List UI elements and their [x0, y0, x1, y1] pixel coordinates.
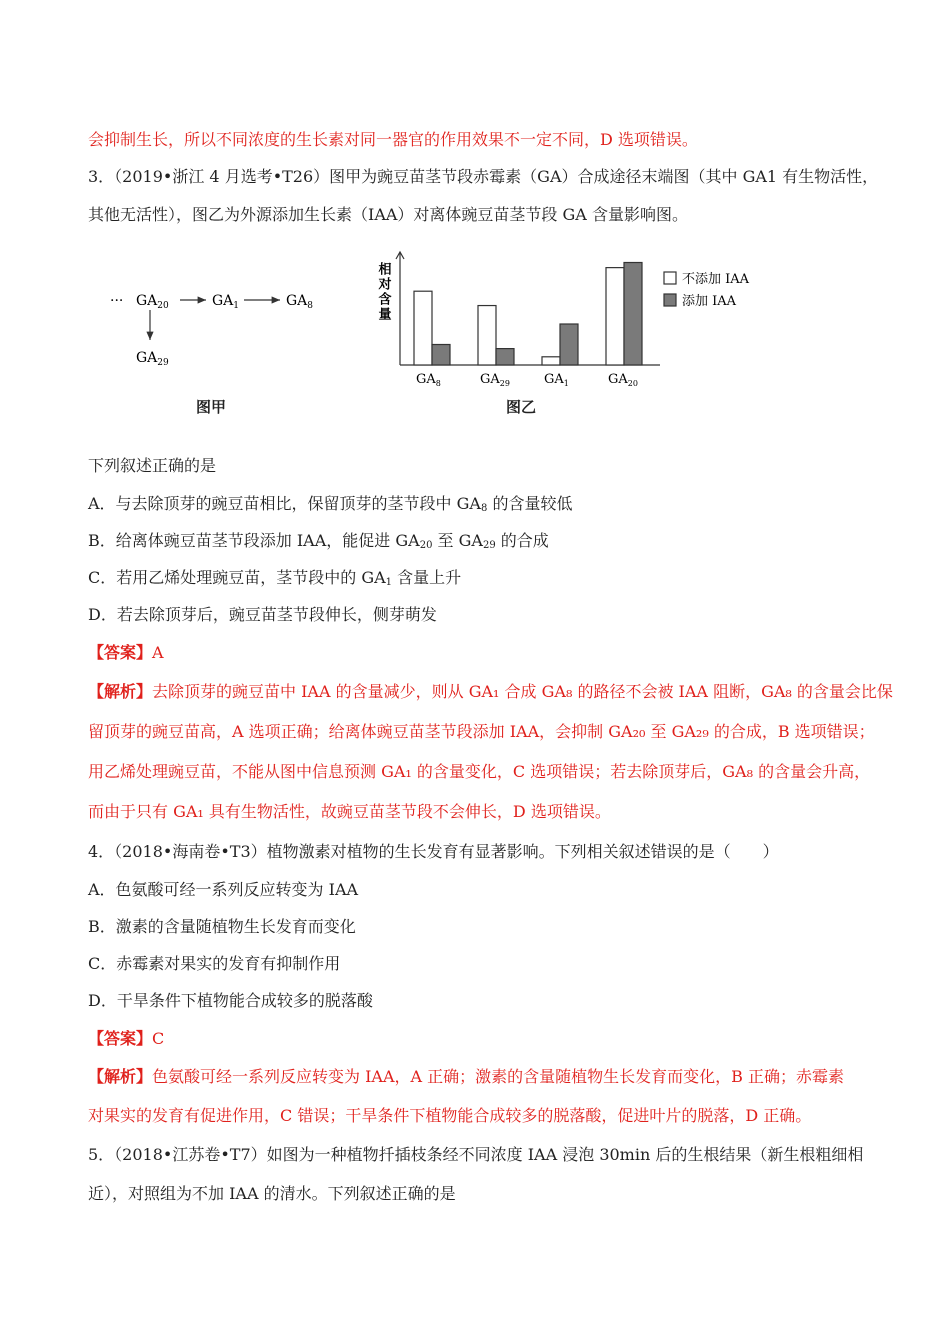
option-3a: A．与去除顶芽的豌豆苗相比，保留顶芽的茎节段中 $GA_8$ 的含量较低 [88, 494, 573, 514]
bar-GA8-iaa [432, 345, 450, 366]
bar-GA29-iaa [496, 349, 514, 365]
analysis-3-line-3: 用乙烯处理豌豆苗，不能从图中信息预测 GA₁ 的含量变化，C 选项错误；若去除顶芽后，GA₈ 的含量会升高， [88, 762, 871, 781]
option-3c: C．若用乙烯处理豌豆苗，茎节段中的 $GA_1$ 含量上升 [88, 568, 462, 588]
figure-ga [100, 248, 780, 418]
analysis-3-line-2: 留顶芽的豌豆苗高，A 选项正确；给离体豌豆苗茎节段添加 IAA，会抑制 GA₂₀ 至 GA₂₉ 的合成，B 选项错误； [88, 722, 875, 741]
legend-swatch-1 [664, 294, 676, 306]
bar-GA1-iaa [560, 324, 578, 365]
bar-GA20-no-iaa [606, 268, 624, 365]
node-ga20: $GA_{20}$ [136, 293, 169, 311]
question-4-stem: 4．（2018•海南卷•T3）植物激素对植物的生长发育有显著影响。下列相关叙述错误的是（ ） [88, 842, 779, 861]
option-3b: B．给离体豌豆苗茎节段添加 IAA，能促进 $GA_{20}$ 至 $GA_{29}$ 的合成 [88, 531, 549, 551]
legend-label-0: 不添加 IAA [682, 272, 750, 287]
answer-3: 【答案】A [88, 643, 164, 662]
node-ga8: $GA_8$ [286, 293, 314, 311]
node-ga29: $GA_{29}$ [136, 350, 169, 368]
analysis-3-line-1: 【解析】去除顶芽的豌豆苗中 IAA 的含量减少，则从 GA₁ 合成 GA₈ 的路径不会被 IAA 阻断，GA₈ 的含量会比保 [88, 682, 893, 701]
bar-GA1-no-iaa [542, 357, 560, 365]
answer-4: 【答案】C [88, 1029, 165, 1048]
bar-GA29-no-iaa [478, 306, 496, 365]
pathway-start: ··· [110, 293, 124, 309]
legend-label-1: 添加 IAA [682, 294, 737, 309]
figure-a-label: 图甲 [196, 398, 227, 416]
option-4d: D．干旱条件下植物能合成较多的脱落酸 [88, 991, 373, 1010]
figure-b-label: 图乙 [506, 398, 537, 416]
x-tick-label-GA1: $GA_1$ [544, 372, 569, 388]
x-tick-label-GA8: $GA_8$ [416, 372, 441, 388]
option-4a: A．色氨酸可经一系列反应转变为 IAA [88, 880, 359, 899]
option-3d: D．若去除顶芽后，豌豆苗茎节段伸长，侧芽萌发 [88, 605, 437, 624]
x-tick-label-GA29: $GA_{29}$ [480, 372, 510, 388]
analysis-continuation: 会抑制生长，所以不同浓度的生长素对同一器官的作用效果不一定不同，D 选项错误。 [88, 130, 698, 149]
legend-swatch-0 [664, 272, 676, 284]
x-tick-label-GA20: $GA_{20}$ [608, 372, 638, 388]
question-5-stem-line-1: 5．（2018•江苏卷•T7）如图为一种植物扦插枝条经不同浓度 IAA 浸泡 30min 后的生根结果（新生根粗细相 [88, 1145, 864, 1164]
bar-GA20-iaa [624, 263, 642, 366]
node-ga1: $GA_1$ [212, 293, 240, 311]
y-axis-label: 相对含量 [375, 262, 391, 322]
question-3-stem-line-1: 3．（2019•浙江 4 月选考•T26）图甲为豌豆苗茎节段赤霉素（GA）合成途径末端图（其中 GA1 有生物活性， [88, 167, 879, 186]
question-3-prompt: 下列叙述正确的是 [88, 456, 217, 475]
option-4c: C．赤霉素对果实的发育有抑制作用 [88, 954, 341, 973]
question-5-stem-line-2: 近），对照组为不加 IAA 的清水。下列叙述正确的是 [88, 1184, 456, 1203]
analysis-3-line-4: 而由于只有 GA₁ 具有生物活性，故豌豆苗茎节段不会伸长，D 选项错误。 [88, 802, 611, 821]
question-3-stem-line-2: 其他无活性），图乙为外源添加生长素（IAA）对离体豌豆苗茎节段 GA 含量影响图。 [88, 205, 688, 224]
bar-chart [100, 248, 780, 418]
bar-GA8-no-iaa [414, 291, 432, 365]
analysis-4-line-1: 【解析】色氨酸可经一系列反应转变为 IAA，A 正确；激素的含量随植物生长发育而变化，B 正确；赤霉素 [88, 1067, 845, 1086]
analysis-4-line-2: 对果实的发育有促进作用，C 错误；干旱条件下植物能合成较多的脱落酸，促进叶片的脱落，D 正确。 [88, 1106, 812, 1125]
option-4b: B．激素的含量随植物生长发育而变化 [88, 917, 356, 936]
